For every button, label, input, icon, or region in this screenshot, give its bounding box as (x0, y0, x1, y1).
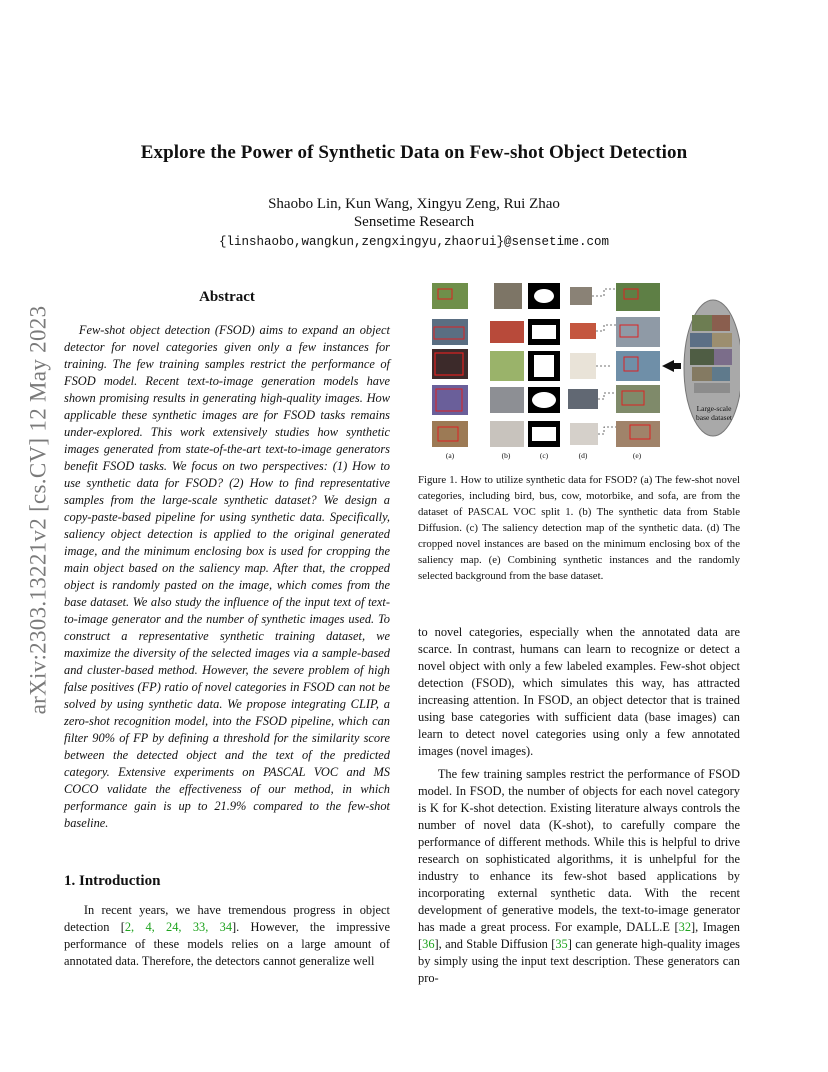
dataset-label-line-1: Large-scale (696, 404, 732, 413)
right-column-body (418, 624, 740, 993)
thumb-b-bus (490, 321, 524, 343)
thumb-b-sofa (490, 421, 524, 447)
p2-text-c: ], and Stable Diffusion [ (434, 937, 556, 951)
thumb-a-sofa (432, 421, 468, 447)
citation-link[interactable]: 2, 4, 24, 33, 34 (124, 920, 233, 934)
body-paragraph-1: to novel categories, especially when the annotated data are scarce. In contrast, humans can learn to recognize or detect a novel object with only a few labeled examples. Few-shot object detection (FSOD), which simulates this way, has attracted increasing attention. In FSOD, an object detector that is trained using base categories with sufficient data (base images) can learn to detect novel categories using only a few annotated images (novel images). (418, 625, 740, 758)
figure-1-image (424, 275, 740, 467)
intro-text-2: ]. However, the impressive performance of these models relies on a large amount of annotated data. Therefore, the detectors cannot generalize well (64, 920, 390, 968)
figure-caption: Figure 1. How to utilize synthetic data for FSOD? (a) The few-shot novel categories, including bird, bus, cow, motorbike, and sofa, are from the dataset of PASCAL VOC split 1. (b) The synthetic data from Stable Diffusion. (c) The saliency detection map of the synthetic data. (d) The cropped novel instances are based on the minimum enclosing box of the saliency map. (e) Combining synthetic instances and the randomly selected background from the base dataset. (418, 474, 740, 582)
thumb-b-motorbike (490, 387, 524, 413)
thumb-d-motorbike (568, 389, 598, 409)
thumb-d-cow (570, 353, 596, 379)
authors: Shaobo Lin, Kun Wang, Xingyu Zeng, Rui Zhao (268, 196, 560, 212)
figure-1 (424, 275, 740, 467)
figure-label-a: (a) (445, 451, 455, 460)
figure-label-e: (e) (632, 451, 642, 460)
citation-link[interactable]: 36 (422, 937, 435, 951)
thumb-a-bird (432, 283, 468, 309)
thumb-e-4 (616, 385, 660, 413)
abstract-heading: Abstract (199, 289, 255, 305)
thumb-b-bird (494, 283, 522, 309)
arxiv-id: arXiv:2303.13221v2 [cs.CV] 12 May 2023 (25, 305, 50, 715)
thumb-a-bus (432, 319, 468, 345)
paper-title: Explore the Power of Synthetic Data on Few-shot Object Detection (140, 142, 688, 163)
affiliation: Sensetime Research (353, 214, 475, 230)
emails: {linshaobo,wangkun,zengxingyu,zhaorui}@sensetime.com (218, 235, 610, 249)
thumb-d-sofa (570, 423, 598, 445)
figure-label-d: (d) (578, 451, 588, 460)
thumb-d-bus (570, 323, 596, 339)
dataset-label (686, 404, 742, 422)
arxiv-stamp (18, 280, 58, 740)
p2-text-d: ] can generate high-quality images by simply using the input text description. These generators can pro- (418, 937, 740, 985)
intro-text-1: In recent years, we have tremendous progress in object detection [ (64, 903, 390, 934)
thumb-d-bird (570, 287, 592, 305)
citation-link[interactable]: 32 (678, 920, 692, 934)
section-heading-introduction: 1. Introduction (64, 873, 161, 889)
dataset-label-line-2: base dataset (695, 413, 733, 422)
citation-link[interactable]: 35 (555, 937, 568, 951)
figure-label-b: (b) (501, 451, 511, 460)
thumb-b-cow (490, 351, 524, 381)
intro-paragraph (64, 902, 390, 970)
figure-label-c: (c) (539, 451, 549, 460)
body-paragraph-2 (418, 766, 740, 987)
p2-text-a: The few training samples restrict the performance of FSOD model. In FSOD, the number of objects for each novel category is K for K-shot detection. Existing literature always controls the number of novel data (K-shot), to carefully compare the performance of different methods. While this is helpful to drive research on sophisticated algorithms, it is unhelpful for the industry to enhance its few-shot based applications by incorporating external synthetic data. With the recent development of generative models, the text-to-image generator has made a great process. For example, DALL.E [ (418, 767, 740, 934)
abstract-text: Few-shot object detection (FSOD) aims to expand an object detector for novel categories given only a few instances for training. The few training samples restrict the performance of FSOD model. Recent text-to-image generation models have shown promising results in generating high-quality images. How applicable these synthetic images are for FSOD tasks remains under-explored. This work extensively studies how synthetic images generated from state-of-the-art text-to-image generators benefit FSOD tasks. We focus on two perspectives: (1) How to use synthetic data for FSOD? (2) How to find representative samples from the large-scale synthetic dataset? We design a copy-paste-based pipeline for using synthetic data. Specifically, saliency object detection is applied to the original generated image, and the minimum enclosing box is used for cropping the main object based on the saliency map. After that, the cropped object is randomly pasted on the image, which comes from the base dataset. We also study the influence of the input text of text-to-image generator and the number of synthetic images used. To construct a representative synthetic training dataset, we maximize the diversity of the selected images via a sample-based and cluster-based method. However, the severe problem of high false positives (FP) ratio of novel categories in FSOD can not be solved by using synthetic data. We propose integrating CLIP, a zero-shot recognition model, into the FSOD pipeline, which can filter 90% of FP by defining a threshold for the similarity score between the detected object and the text of the predicted category. Extensive experiments on PASCAL VOC and MS COCO validate the effectiveness of our method, in which performance gain is up to 21.9% compared to the few-shot baseline. (64, 323, 390, 830)
p2-text-b: ], Imagen [ (418, 920, 740, 951)
